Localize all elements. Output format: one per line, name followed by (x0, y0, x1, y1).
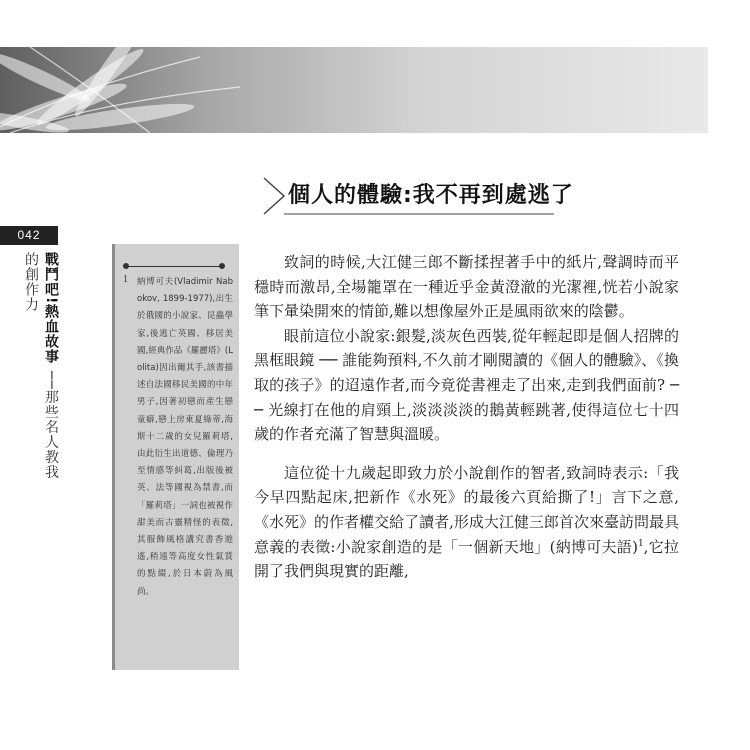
footnote-marker: 1 (123, 274, 128, 285)
rule-dot-right-icon (219, 263, 225, 269)
running-title-sub: ──那些名人教我的創作力 (23, 252, 59, 481)
body-paragraph-2: 眼前這位小說家:銀髮,淡灰色西裝,從年輕起即是個人招牌的黑框眼鏡 ── 誰能夠預料,不久前才剛閱讀的《個人的體驗》、《換取的孩子》的迢遠作者,而今竟從書裡走了出來,走到我們面前? ── 光線打在他的肩頸上,淡淡淡淡的鵝黃輕跳著,使得這位七十四歲的作者充滿了智慧與溫暖。 (254, 326, 679, 444)
running-title (25, 252, 61, 492)
body-paragraph-1: 致詞的時候,大江健三郎不斷揉捏著手中的紙片,聲調時而平穩時而激昂,全場籠罩在一種近乎金黃澄澈的光潔裡,恍若小說家筆下暈染開來的情節,難以想像屋外正是風雨欲來的陰鬱。 (254, 253, 679, 321)
rule-dot-left-icon (123, 263, 129, 269)
body-paragraph-3 (254, 461, 679, 584)
footnote-rule (127, 266, 222, 267)
section-title-text: 個人的體驗:我不再到處逃了 (288, 183, 574, 208)
body-text (254, 250, 679, 584)
header-banner (0, 47, 708, 133)
flower-decoration-icon (0, 47, 260, 133)
paragraph-3-text: 這位從十九歲起即致力於小說創作的智者,致詞時表示:「我今早四點起床,把新作《水死》的最後六頁給撕了!」言下之意,《水死》的作者權交給了讀者,形成大江健三郎首次來臺訪問最具意義的表徵:小說家創造的是「一個新天地」(納博可夫語) (254, 463, 679, 556)
footnote-text: 納博可夫(Vladimir Nabokov, 1899-1977),出生於俄國的小說家、昆蟲學家,後逃亡英國、移居美國,經典作品《羅麗塔》(Lolita)因出爾其手,該書描述自法國移民美國的中年男子,因著初戀而產生戀童癖,戀上房東夏綠蒂,海斯十二歲的女兒羅莉塔,由此衍生出道德、倫理乃至情感等糾葛,出版後被英、法等國視為禁書,而「羅莉塔」一詞也被視作甜美而古靈精怪的表徵,其服飾風格講究書香遊遙,稍遠等高度女性氣質的點綴,於日本蔚為風尚。 (137, 277, 233, 597)
paragraph-3-continuation: ,它拉開了我們與現實的距離, (254, 537, 679, 581)
footnote-reference[interactable]: 1 (637, 538, 644, 549)
running-title-main: 戰鬥吧!熱血故事 (43, 252, 59, 365)
page-number: 042 (0, 226, 58, 245)
footnote-sidebar (112, 244, 239, 670)
section-title (254, 176, 674, 216)
